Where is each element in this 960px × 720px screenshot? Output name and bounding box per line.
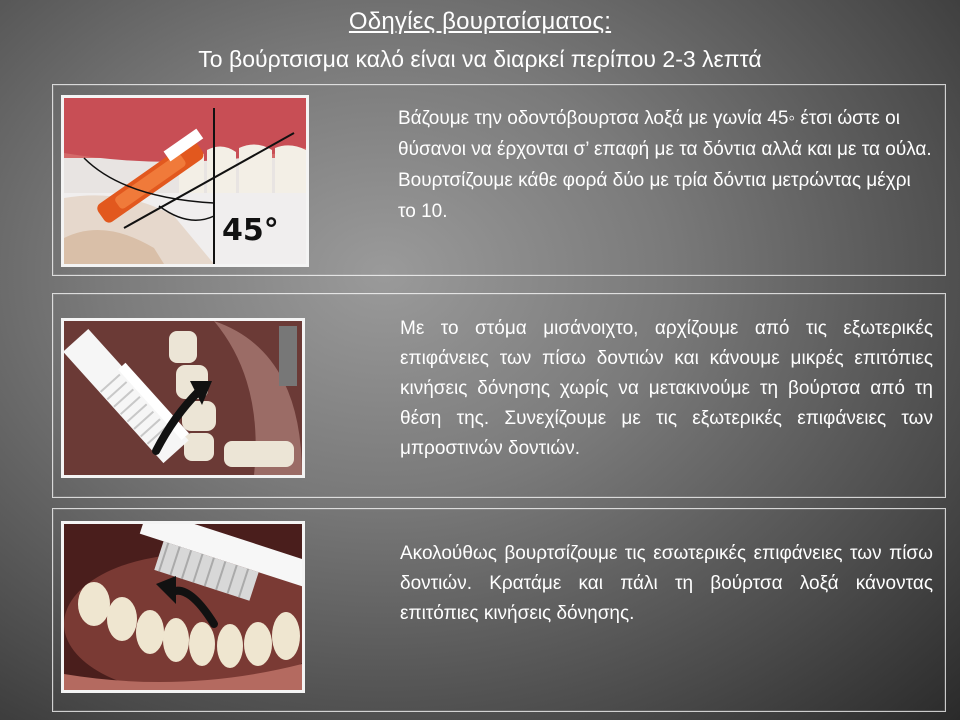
brushing-back-teeth-photo [61,318,305,478]
page-subtitle: Το βούρτσισμα καλό είναι να διαρκεί περίπου 2-3 λεπτά [198,46,762,72]
instruction-panel-2 [52,293,946,498]
instruction-panel-1 [52,84,946,276]
brushing-inner-teeth-photo [61,521,305,693]
page-title: Οδηγίες βουρτσίσματος: [348,8,612,35]
angle-label: 45° [222,213,279,248]
instruction-text-1: Βάζουμε την οδοντόβουρτσα λοξά με γωνία 45◦ έτσι ώστε οι θύσανοι να έρχονται σ’ επαφή με τα δόντια αλλά και με τα ούλα. Βουρτσίζουμε κάθε φορά δύο με τρία δόντια μετρώντας μέχρι το 10. [398,108,932,222]
instruction-text-3: Ακολούθως βουρτσίζουμε τις εσωτερικές επιφάνειες των πίσω δοντιών. Κρατάμε και πάλι τη βούρτσα λοξά κάνοντας επιτόπιες κινήσεις δόνησης. [400,543,933,624]
instruction-text-2: Με το στόμα μισάνοιχτο, αρχίζουμε από τις εξωτερικές επιφάνειες των πίσω δοντιών και κάνουμε μικρές επιτόπιες κινήσεις δόνησης χωρίς να μετακινούμε τη βούρτσα από τη θέση της. Συνεχίζουμε με τις εξωτερικές επιφάνειες των μπροστινών δοντιών. [400,318,933,459]
instruction-panel-3 [52,508,946,712]
toothbrush-45-degree-photo [61,95,309,267]
